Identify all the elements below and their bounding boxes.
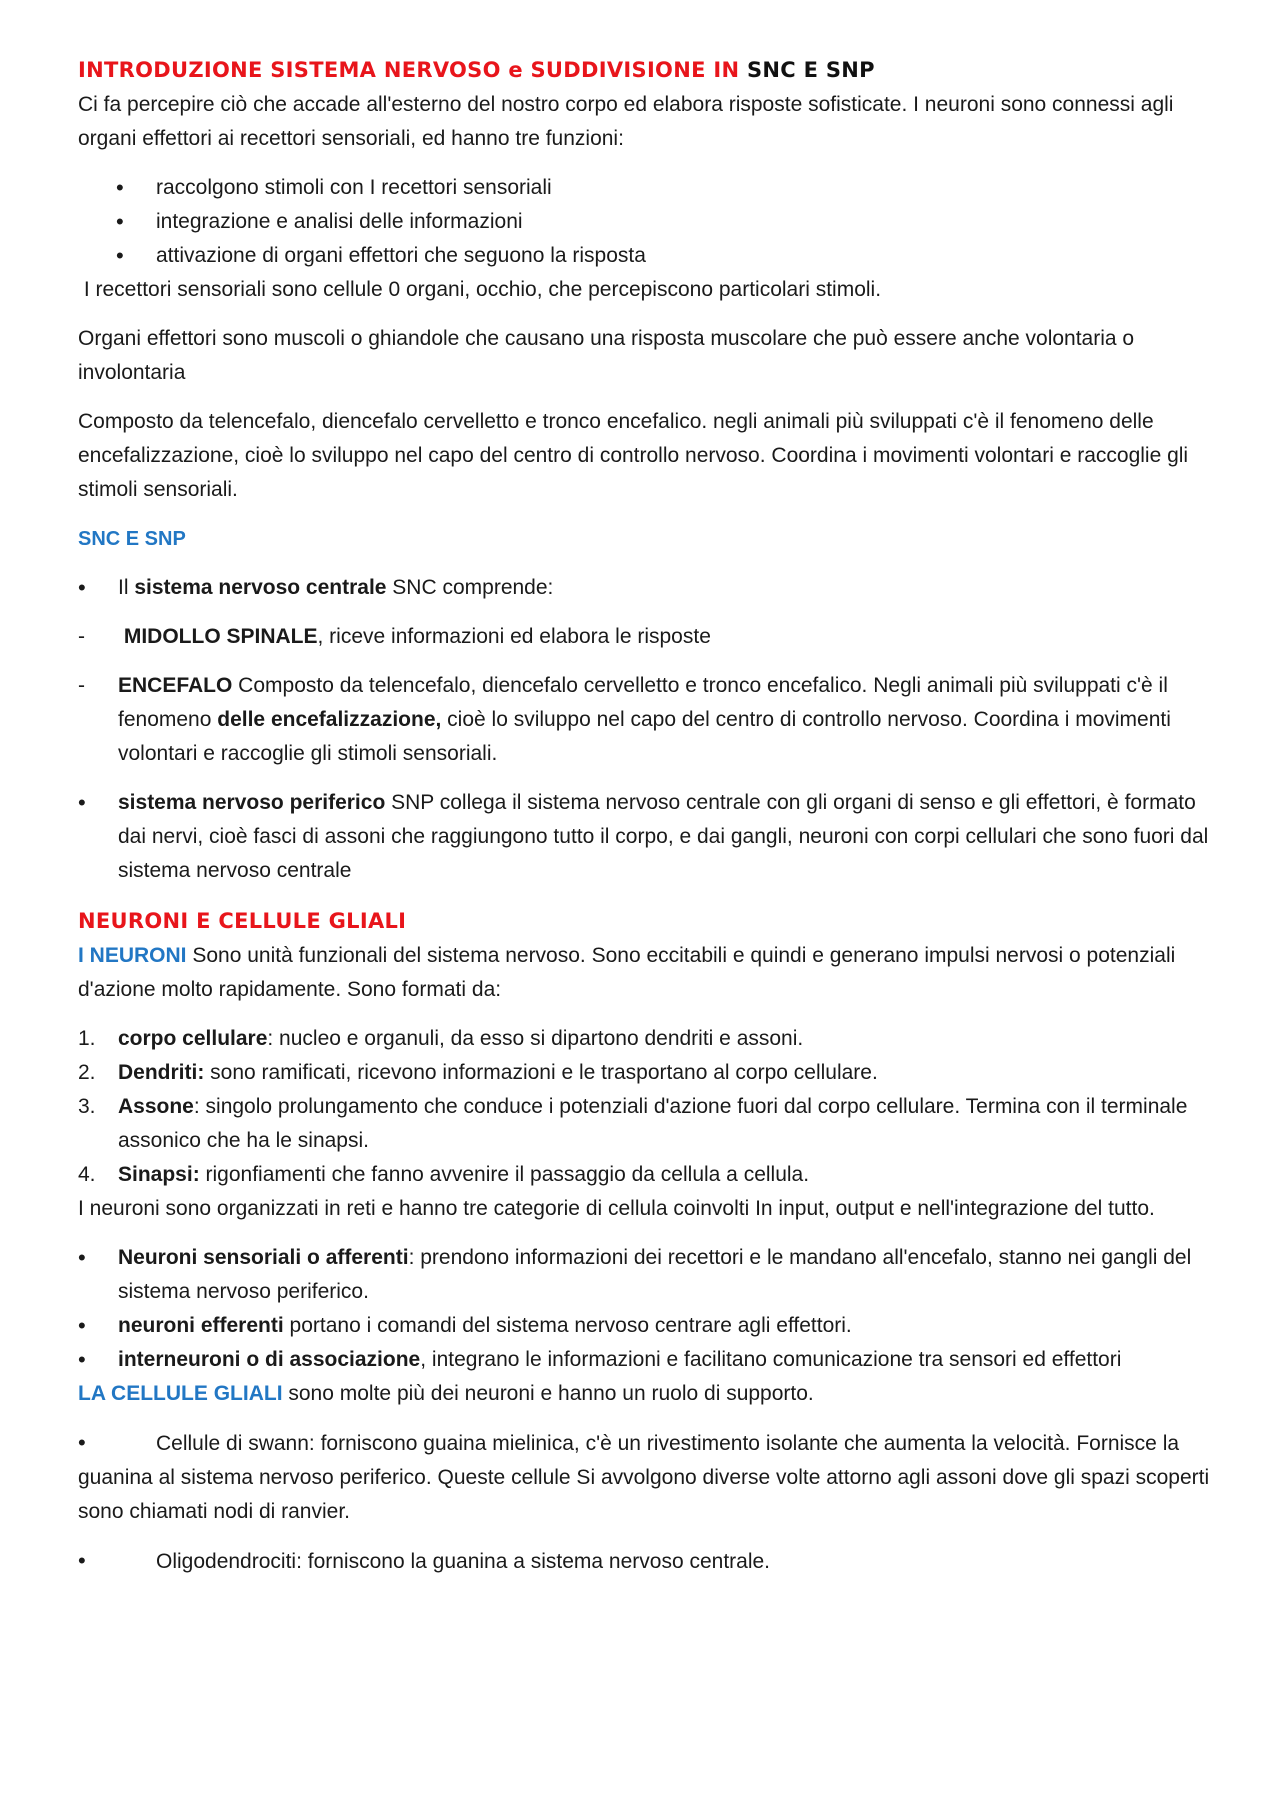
- list-item-midollo: - MIDOLLO SPINALE, riceve informazioni ed elabora le risposte: [78, 620, 1218, 654]
- list-item-snc: • Il sistema nervoso centrale SNC comprende:: [78, 571, 1218, 605]
- bullet-icon: •: [78, 1245, 86, 1270]
- list-item-snp: • sistema nervoso periferico SNP collega il sistema nervoso centrale con gli organi di senso e gli effettori, è formato dai nervi, cioè fasci di assoni che raggiungono tutto il corpo, e dai gangli, neuroni con corpi cellulari che sono fuori dal sistema nervoso centrale: [78, 786, 1218, 888]
- list-item: • integrazione e analisi delle informazioni: [78, 205, 1218, 239]
- functions-list: [78, 171, 1218, 273]
- list-item: 2. Dendriti: sono ramificati, ricevono informazioni e le trasportano al corpo cellulare.: [78, 1061, 878, 1084]
- bullet-icon: •: [116, 243, 124, 268]
- section-title-neuroni: NEURONI E CELLULE GLIALI: [78, 909, 407, 933]
- bullet-icon: •: [78, 1430, 86, 1455]
- bullet-icon: •: [78, 1548, 86, 1573]
- neuroni-paragraph: I NEURONI Sono unità funzionali del sistema nervoso. Sono eccitabili e quindi e generano impulsi nervosi o potenziali d'azione molto rapidamente. Sono formati da:: [78, 944, 1176, 1001]
- glia-item-swann: • Cellule di swann: forniscono guaina mielinica, c'è un rivestimento isolante che aumenta la velocità. Fornisce la guanina al sistema nervoso periferico. Queste cellule Si avvolgono diverse volte attorno agli assoni dove gli spazi scoperti sono chiamati nodi di ranvier.: [78, 1426, 1218, 1529]
- list-item: 4. Sinapsi: rigonfiamenti che fanno avvenire il passaggio da cellula a cellula.: [78, 1163, 810, 1186]
- bullet-icon: •: [78, 1347, 86, 1372]
- composto-paragraph: Composto da telencefalo, diencefalo cervelletto e tronco encefalico. negli animali più sviluppati c'è il fenomeno delle encefalizzazione, cioè lo sviluppo nel capo del centro di controllo nervoso. Coordina i movimenti volontari e raccoglie gli stimoli sensoriali.: [78, 410, 1189, 501]
- glia-item-oligo: • Oligodendrociti: forniscono la guanina a sistema nervoso centrale.: [78, 1544, 1218, 1579]
- dash-icon: -: [78, 625, 85, 648]
- list-item: • neuroni efferenti portano i comandi del sistema nervoso centrare agli effettori.: [78, 1309, 1218, 1343]
- recettori-paragraph: I recettori sensoriali sono cellule 0 organi, occhio, che percepiscono particolari stimoli.: [78, 278, 882, 301]
- list-item: 1. corpo cellulare: nucleo e organuli, da esso si dipartono dendriti e assoni.: [78, 1027, 804, 1050]
- bullet-icon: •: [78, 790, 86, 815]
- list-item: • raccolgono stimoli con I recettori sensoriali: [78, 171, 1218, 205]
- list-item-encefalo: - ENCEFALO Composto da telencefalo, diencefalo cervelletto e tronco encefalico. Negli animali più sviluppati c'è il fenomeno delle encefalizzazione, cioè lo sviluppo nel capo del centro di controllo nervoso. Coordina i movimenti volontari e raccoglie gli stimoli sensoriali.: [78, 669, 1218, 771]
- snc-snp-list: [78, 571, 1218, 888]
- document-page: [78, 52, 1218, 1579]
- list-item: • interneuroni o di associazione, integrano le informazioni e facilitano comunicazione tra sensori ed effettori: [78, 1343, 1218, 1377]
- bullet-icon: •: [116, 209, 124, 234]
- effettori-paragraph: Organi effettori sono muscoli o ghiandole che causano una risposta muscolare che può essere anche volontaria o involontaria: [78, 327, 1135, 384]
- dash-icon: -: [78, 674, 85, 697]
- list-item: • Neuroni sensoriali o afferenti: prendono informazioni dei recettori e le mandano all'encefalo, stanno nei gangli del sistema nervoso periferico.: [78, 1241, 1218, 1309]
- neuron-categories-list: [78, 1241, 1218, 1377]
- list-item: 3. Assone: singolo prolungamento che conduce i potenziali d'azione fuori dal corpo cellulare. Termina con il terminale assonico che ha le sinapsi.: [78, 1095, 1188, 1152]
- bullet-icon: •: [78, 575, 86, 600]
- reti-paragraph: I neuroni sono organizzati in reti e hanno tre categorie di cellula coinvolti In input, output e nell'integrazione del tutto.: [78, 1197, 1155, 1220]
- section-title-introduzione: INTRODUZIONE SISTEMA NERVOSO e SUDDIVISIONE IN SNC E SNP: [78, 58, 875, 82]
- section-heading-snc-snp: SNC E SNP: [78, 528, 186, 550]
- list-item: • attivazione di organi effettori che seguono la risposta: [78, 239, 1218, 273]
- bullet-icon: •: [78, 1313, 86, 1338]
- intro-paragraph: Ci fa percepire ciò che accade all'esterno del nostro corpo ed elabora risposte sofisticate. I neuroni sono connessi agli organi effettori ai recettori sensoriali, ed hanno tre funzioni:: [78, 93, 1174, 150]
- glia-paragraph: LA CELLULE GLIALI sono molte più dei neuroni e hanno un ruolo di supporto.: [78, 1382, 814, 1405]
- bullet-icon: •: [116, 175, 124, 200]
- neuron-parts-list: [78, 1022, 1218, 1192]
